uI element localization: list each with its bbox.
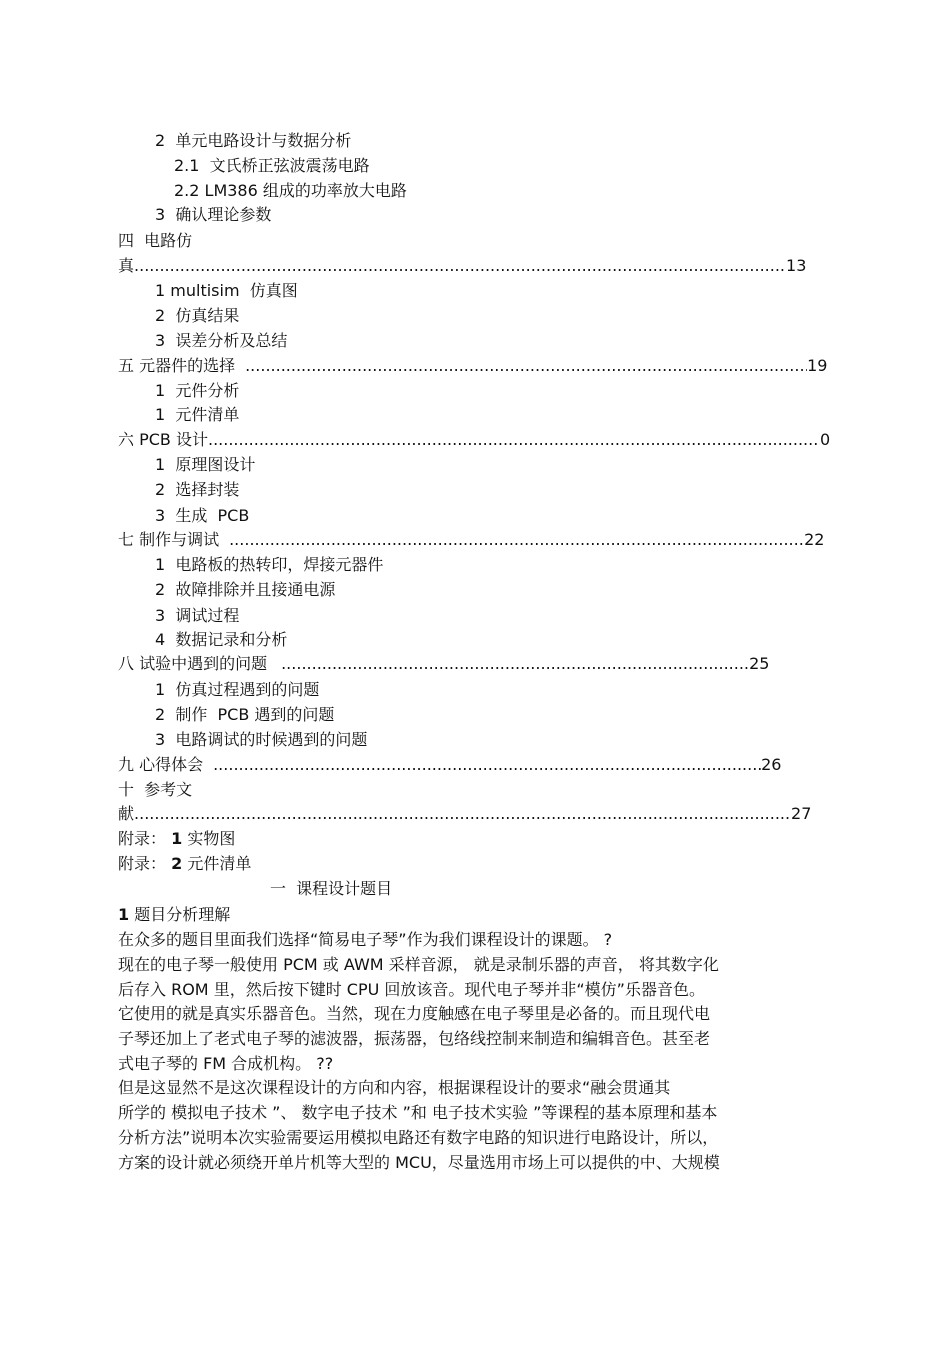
toc-leader <box>245 356 807 376</box>
toc-item: 3 调试过程 <box>155 606 240 625</box>
appendix-title: 元件清单 <box>182 854 252 873</box>
toc-row-sec7 <box>118 530 824 550</box>
section-title: 题目分析理解 <box>129 905 231 924</box>
toc-leader <box>229 530 804 550</box>
paragraph-line: 现在的电子琴一般使用 PCM 或 AWM 采样音源， 就是录制乐器的声音， 将其数字化 <box>118 955 719 974</box>
toc-row-sec5 <box>118 356 827 376</box>
toc-item: 1 电路板的热转印，焊接元器件 <box>155 555 384 574</box>
paragraph-line: 它使用的就是真实乐器音色。当然，现在力度触感在电子琴里是必备的。而且现代电 <box>118 1004 711 1023</box>
toc-row-sec6 <box>118 430 830 450</box>
toc-page-number: 22 <box>804 530 825 549</box>
toc-row-sec9 <box>118 755 781 775</box>
toc-item: 1 仿真过程遇到的问题 <box>155 680 320 699</box>
toc-row-sec4 <box>118 256 806 276</box>
toc-section-title: 十 参考文 <box>118 780 193 799</box>
toc-page-number: 19 <box>807 356 828 375</box>
appendix-prefix: 附录： <box>118 829 167 848</box>
toc-item: 3 确认理论参数 <box>155 205 272 224</box>
toc-section-title: 五 元器件的选择 <box>118 356 236 375</box>
toc-item: 2 单元电路设计与数据分析 <box>155 131 352 150</box>
toc-leader <box>208 430 820 450</box>
toc-item: 2.1 文氏桥正弦波震荡电路 <box>174 156 370 175</box>
toc-item: 1 multisim 仿真图 <box>155 281 298 300</box>
toc-section-title: 四 电路仿 <box>118 231 193 250</box>
chapter-title: 一 课程设计题目 <box>270 879 393 898</box>
toc-section-title: 七 制作与调试 <box>118 530 220 549</box>
appendix-number: 1 <box>171 829 183 848</box>
paragraph-line: 所学的 模拟电子技术 ”、 数字电子技术 ”和 电子技术实验 ”等课程的基本原理和基本 <box>118 1103 718 1122</box>
toc-section-title: 九 心得体会 <box>118 755 204 774</box>
toc-leader <box>213 755 761 775</box>
toc-item: 3 电路调试的时候遇到的问题 <box>155 730 368 749</box>
appendix-number: 2 <box>171 854 183 873</box>
paragraph-line: 子琴还加上了老式电子琴的滤波器，振荡器，包络线控制来制造和编辑音色。甚至老 <box>118 1029 711 1048</box>
section-heading <box>118 905 230 925</box>
appendix-2 <box>118 854 251 874</box>
toc-row-sec10 <box>118 804 811 824</box>
toc-item: 2 故障排除并且接通电源 <box>155 580 336 599</box>
toc-item: 2 制作 PCB 遇到的问题 <box>155 705 335 724</box>
appendix-prefix: 附录： <box>118 854 167 873</box>
paragraph-line: 分析方法”说明本次实验需要运用模拟电路还有数字电路的知识进行电路设计，所以， <box>118 1128 719 1147</box>
toc-page-number: 26 <box>761 755 782 774</box>
toc-page-number: 13 <box>786 256 807 275</box>
toc-section-title: 六 PCB 设计 <box>118 430 208 449</box>
toc-title-cont: 献 <box>118 804 135 823</box>
appendix-1 <box>118 829 235 849</box>
toc-row-sec8 <box>118 654 769 674</box>
paragraph-line: 方案的设计就必须绕开单片机等大型的 MCU，尽量选用市场上可以提供的中、大规模 <box>118 1153 720 1172</box>
paragraph-line: 但是这显然不是这次课程设计的方向和内容，根据课程设计的要求“融会贯通其 <box>118 1078 671 1097</box>
toc-page-number: 0 <box>819 430 831 449</box>
toc-item: 4 数据记录和分析 <box>155 630 288 649</box>
toc-item: 1 原理图设计 <box>155 455 256 474</box>
paragraph-line: 在众多的题目里面我们选择“简易电子琴”作为我们课程设计的课题。 ? <box>118 930 613 949</box>
toc-item: 2 仿真结果 <box>155 306 240 325</box>
section-number: 1 <box>118 905 130 924</box>
toc-item: 3 生成 PCB <box>155 506 250 525</box>
toc-item: 1 元件清单 <box>155 405 240 424</box>
toc-item: 2.2 LM386 组成的功率放大电路 <box>174 181 407 200</box>
toc-page-number: 25 <box>749 654 770 673</box>
toc-item: 1 元件分析 <box>155 381 240 400</box>
toc-leader <box>281 654 749 674</box>
toc-leader <box>134 256 786 276</box>
toc-item: 3 误差分析及总结 <box>155 331 288 350</box>
toc-page-number: 27 <box>791 804 812 823</box>
toc-title-cont: 真 <box>118 256 135 275</box>
toc-section-title: 八 试验中遇到的问题 <box>118 654 268 673</box>
toc-item: 2 选择封装 <box>155 480 240 499</box>
appendix-title: 实物图 <box>182 829 236 848</box>
paragraph-line: 式电子琴的 FM 合成机构。 ?? <box>118 1054 334 1073</box>
paragraph-line: 后存入 ROM 里，然后按下键时 CPU 回放该音。现代电子琴并非“模仿”乐器音色。 <box>118 980 705 999</box>
toc-leader <box>134 804 791 824</box>
